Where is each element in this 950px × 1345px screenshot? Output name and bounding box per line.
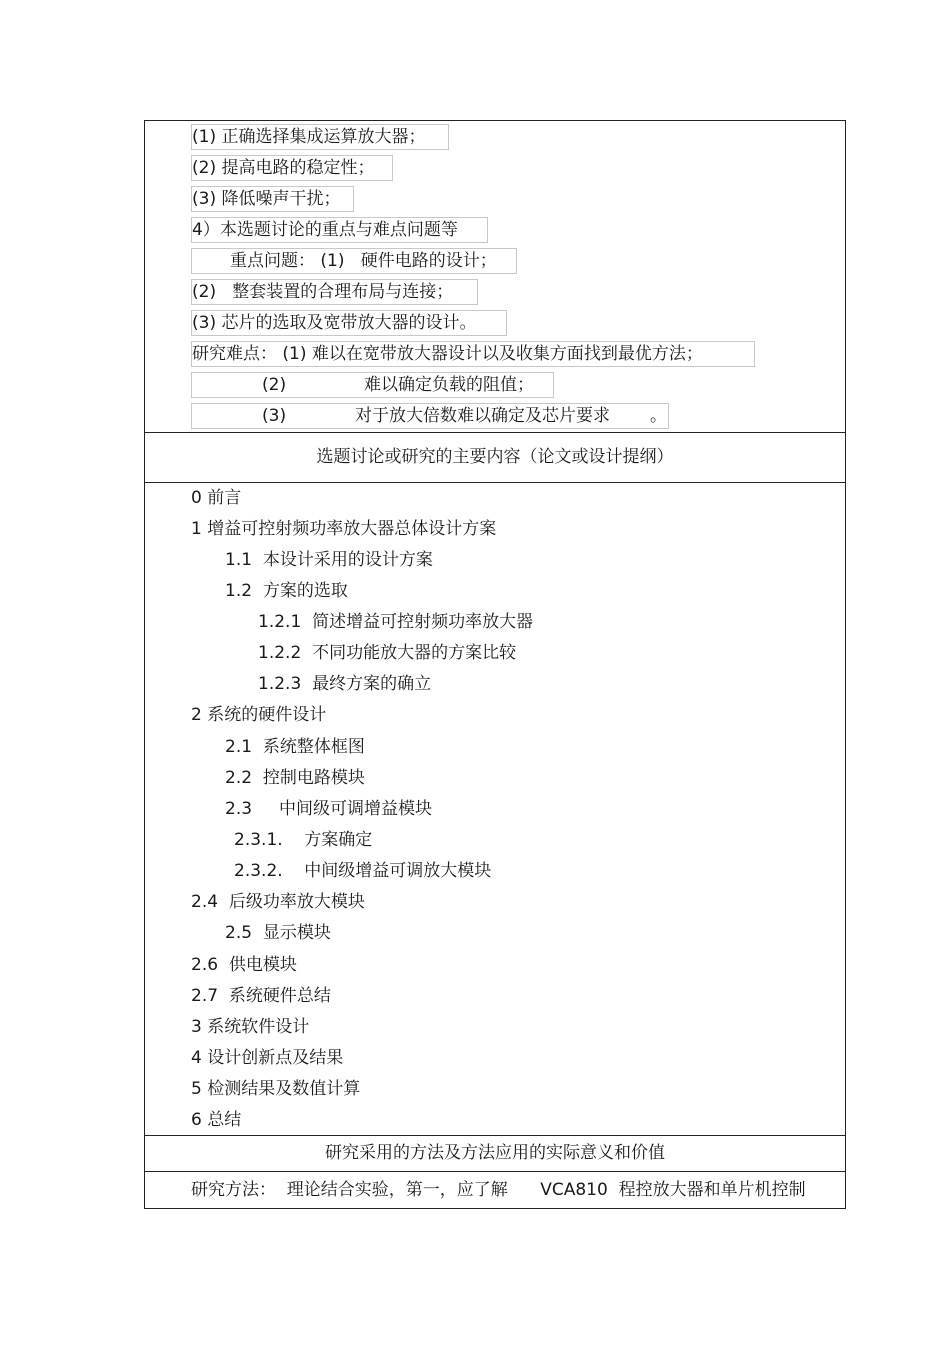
difficulty-end-mark: 。 <box>650 406 667 426</box>
outline-item: 5 检测结果及数值计算 <box>191 1079 361 1099</box>
text-line: 4）本选题讨论的重点与难点问题等 <box>191 217 488 243</box>
outline-item: 1.2.1 简述增益可控射频功率放大器 <box>258 612 534 632</box>
outline-item: 2.7 系统硬件总结 <box>191 986 331 1006</box>
difficulty-text: 对于放大倍数难以确定及芯片要求 <box>355 406 610 426</box>
outline-header: 选题讨论或研究的主要内容（论文或设计提纲） <box>145 432 845 482</box>
outline-item: 1.2 方案的选取 <box>225 581 348 601</box>
difficulty-line: 研究难点： (1) 难以在宽带放大器设计以及收集方面找到最优方法； <box>191 341 755 367</box>
outline-item: 4 设计创新点及结果 <box>191 1048 344 1068</box>
outline-item: 1.2.2 不同功能放大器的方案比较 <box>258 643 517 663</box>
text-line: (2) 整套装置的合理布局与连接； <box>191 279 478 305</box>
difficulty-text: 难以确定负载的阻值； <box>364 375 534 395</box>
outline-item: 1.1 本设计采用的设计方案 <box>225 550 433 570</box>
outline-item: 2.6 供电模块 <box>191 955 297 975</box>
outline-item: 2.3.2. 中间级增益可调放大模块 <box>234 861 492 881</box>
outline-item: 1 增益可控射频功率放大器总体设计方案 <box>191 519 497 539</box>
methods-cell <box>145 1171 845 1208</box>
difficulty-item <box>191 403 669 429</box>
difficulty-number: (3) <box>262 406 287 426</box>
text-line: (1) 正确选择集成运算放大器； <box>191 124 449 150</box>
text-line: (3) 芯片的选取及宽带放大器的设计。 <box>191 310 507 336</box>
key-difficult-points-cell <box>145 121 845 432</box>
text-line: (2) 提高电路的稳定性； <box>191 155 393 181</box>
methods-header: 研究采用的方法及方法应用的实际意义和价值 <box>145 1135 845 1171</box>
outline-item: 2.3.1. 方案确定 <box>234 830 373 850</box>
key-points-line: 重点问题： (1) 硬件电路的设计； <box>191 248 517 274</box>
proposal-table <box>144 120 846 1209</box>
outline-item: 0 前言 <box>191 488 242 508</box>
outline-item: 6 总结 <box>191 1110 242 1130</box>
outline-item: 1.2.3 最终方案的确立 <box>258 674 432 694</box>
outline-item: 2.2 控制电路模块 <box>225 768 365 788</box>
outline-item: 2.1 系统整体框图 <box>225 737 365 757</box>
outline-cell <box>145 482 845 1135</box>
difficulty-number: (2) <box>262 375 287 395</box>
outline-item: 2.4 后级功率放大模块 <box>191 892 365 912</box>
outline-item: 2.5 显示模块 <box>225 923 331 943</box>
outline-item: 2 系统的硬件设计 <box>191 705 327 725</box>
text-line: (3) 降低噪声干扰； <box>191 186 354 212</box>
outline-item: 3 系统软件设计 <box>191 1017 310 1037</box>
outline-item: 2.3 中间级可调增益模块 <box>225 799 433 819</box>
difficulty-item <box>191 372 554 398</box>
methods-text: 研究方法： 理论结合实验，第一，应了解 VCA810 程控放大器和单片机控制 <box>191 1180 806 1200</box>
